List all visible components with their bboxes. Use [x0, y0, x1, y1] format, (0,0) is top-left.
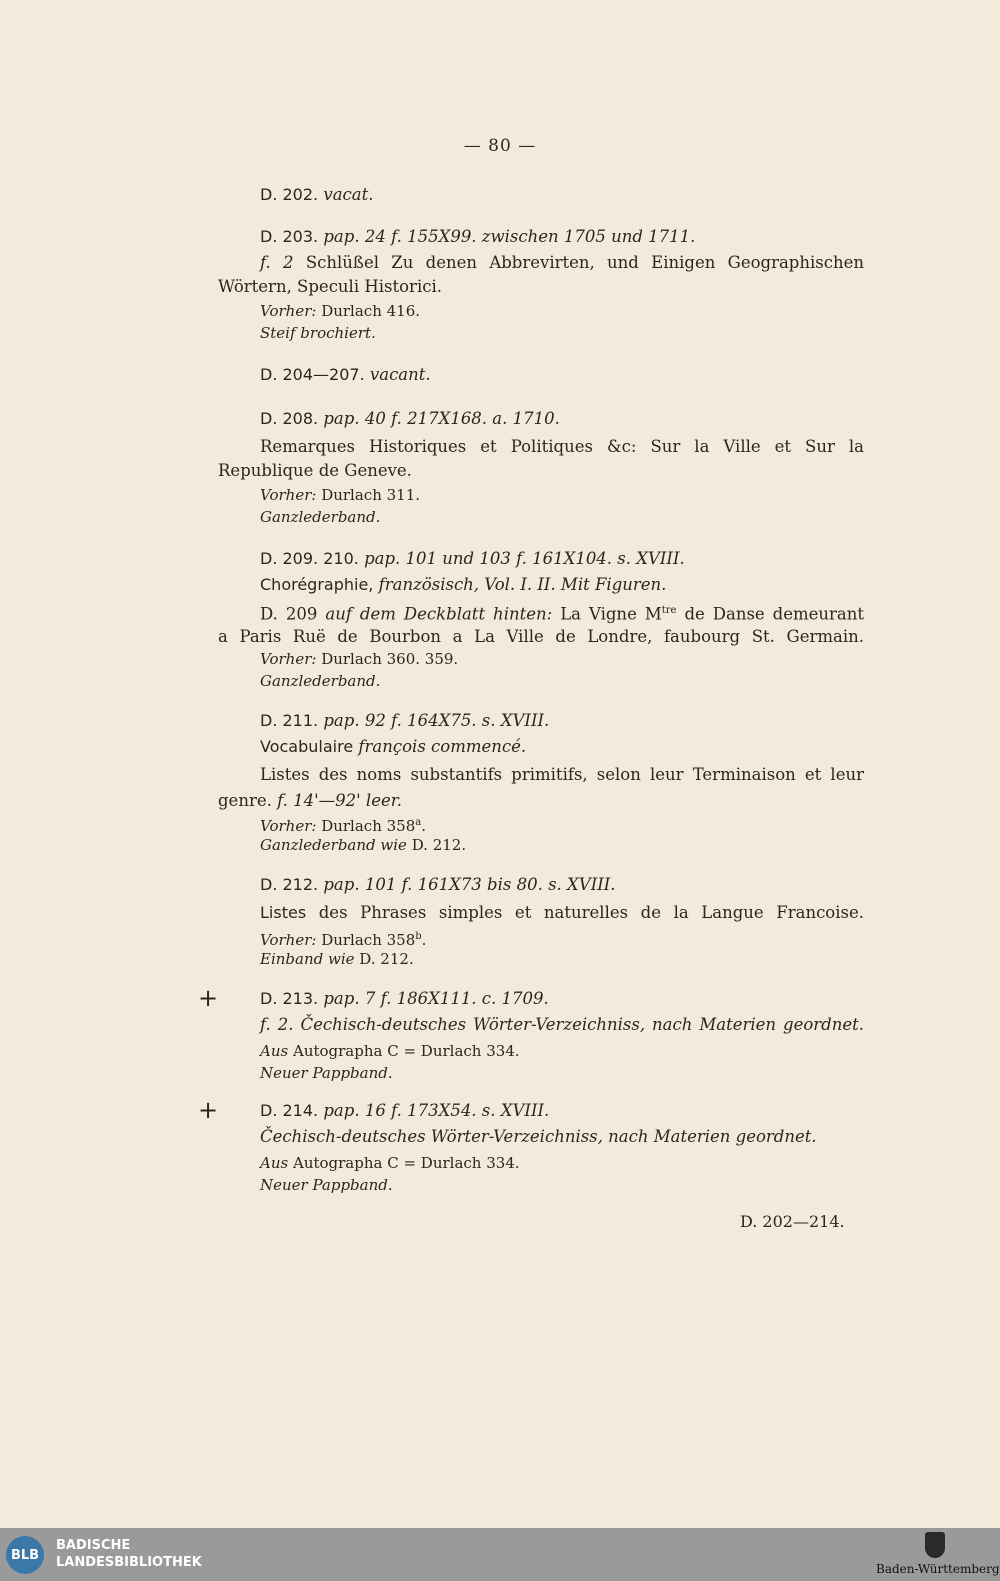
- entry-d211-line2: genre. f. 14'—92' leer.: [218, 791, 403, 810]
- entry-d209-line1: D. 209 auf dem Deckblatt hinten: La Vigne $M^{tre}$ de Danse demeurant: [260, 604, 865, 624]
- entry-d203-line2: Wörtern, Speculi Historici.: [218, 277, 442, 296]
- entry-d208-provenance: Vorher: Durlach 311.: [260, 486, 421, 504]
- entry-d213-binding: Neuer Pappband.: [260, 1064, 393, 1082]
- entry-d212-title: Listes des Phrases simples et naturelles de la Langue Francoise.: [260, 903, 864, 922]
- entry-d214-binding: Neuer Pappband.: [260, 1176, 393, 1194]
- entry-d211-title: Vocabulaire françois commencé.: [260, 737, 527, 756]
- entry-d203-provenance: Vorher: Durlach 416.: [260, 302, 421, 320]
- entry-d213-provenance: Aus Autographa C = Durlach 334.: [260, 1042, 520, 1060]
- entry-d212-provenance: Vorher: Durlach 358$^b$.: [260, 931, 427, 949]
- entry-d214-provenance: Aus Autographa C = Durlach 334.: [260, 1154, 520, 1172]
- entry-d208-line2: Republique de Geneve.: [218, 461, 412, 480]
- entry-d214-mark: +: [198, 1096, 219, 1124]
- entry-d209-binding: Ganzlederband.: [260, 672, 381, 690]
- entry-d208-heading: D. 208. pap. 40 f. 217X168. a. 1710.: [260, 409, 560, 428]
- blb-logo-icon[interactable]: BLB: [6, 1536, 44, 1574]
- footer-bar: [0, 1528, 1000, 1581]
- entry-d214-heading: D. 214. pap. 16 f. 173X54. s. XVIII.: [260, 1101, 550, 1120]
- entry-d208-line1: Remarques Historiques et Politiques &c: Sur la Ville et Sur la: [260, 437, 864, 456]
- entry-d202-heading: D. 202. vacat.: [260, 185, 374, 204]
- entry-d209-line2: a Paris Ruë de Bourbon a La Ville de Londre, faubourg St. Germain.: [218, 627, 864, 646]
- entry-d208-binding: Ganzlederband.: [260, 508, 381, 526]
- entry-d212-heading: D. 212. pap. 101 f. 161X73 bis 80. s. XVIII.: [260, 875, 616, 894]
- entry-d203-line1: f. 2 Schlüßel Zu denen Abbrevirten, und Einigen Geographischen: [260, 253, 864, 272]
- page-number: — 80 —: [463, 136, 537, 156]
- entry-d212-binding: Einband wie D. 212.: [260, 950, 414, 968]
- entry-d211-binding: Ganzlederband wie D. 212.: [260, 836, 467, 854]
- entry-d209-heading: D. 209. 210. pap. 101 und 103 f. 161X104. s. XVIII.: [260, 549, 685, 568]
- entry-d209-title: Chorégraphie, französisch, Vol. I. II. Mit Figuren.: [260, 575, 667, 594]
- entry-d211-heading: D. 211. pap. 92 f. 164X75. s. XVIII.: [260, 711, 550, 730]
- entry-d209-provenance: Vorher: Durlach 360. 359.: [260, 650, 459, 668]
- entry-d203-binding: Steif brochiert.: [260, 324, 376, 342]
- range-reference: D. 202—214.: [740, 1212, 845, 1231]
- entry-d204-heading: D. 204—207. vacant.: [260, 365, 431, 384]
- entry-d211-provenance: Vorher: Durlach 358$^a$.: [260, 817, 427, 835]
- state-crest-icon: [925, 1532, 945, 1558]
- entry-d213-line1: f. 2. Čechisch-deutsches Wörter-Verzeichniss, nach Materien geordnet.: [260, 1015, 864, 1034]
- entry-d214-line1: Čechisch-deutsches Wörter-Verzeichniss, nach Materien geordnet.: [260, 1127, 817, 1146]
- entry-d203-heading: D. 203. pap. 24 f. 155X99. zwischen 1705 und 1711.: [260, 227, 696, 246]
- entry-d211-line1: Listes des noms substantifs primitifs, selon leur Terminaison et leur: [260, 765, 864, 784]
- library-name[interactable]: BADISCHE LANDESBIBLIOTHEK: [56, 1538, 202, 1570]
- entry-d213-heading: D. 213. pap. 7 f. 186X111. c. 1709.: [260, 989, 549, 1008]
- state-name[interactable]: Baden-Württemberg: [876, 1562, 1000, 1576]
- entry-d213-mark: +: [198, 984, 219, 1012]
